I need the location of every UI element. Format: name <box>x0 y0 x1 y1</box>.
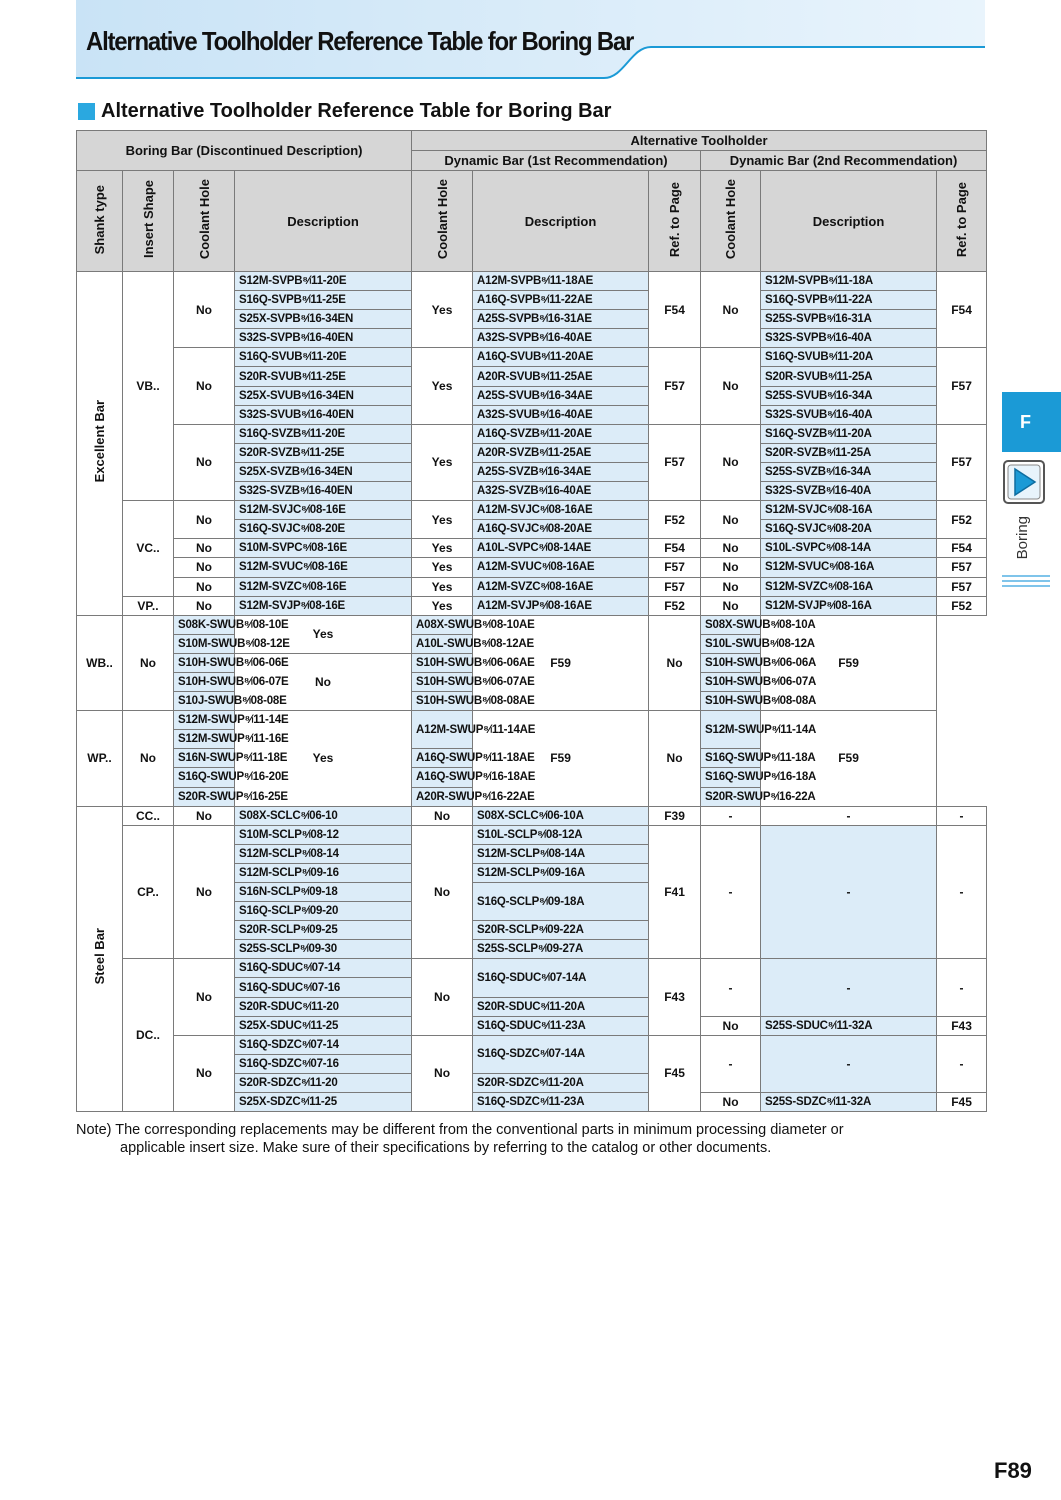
coolant-cell: No <box>701 424 761 500</box>
ref-page: F57 <box>937 424 987 500</box>
ref-page: F59 <box>761 711 937 806</box>
alt2-desc: S25S-SVZB⁸⁄ₗ16-34A <box>761 462 937 481</box>
coolant-cell: Yes <box>412 539 473 558</box>
coolant-cell: Yes <box>412 596 473 615</box>
alt1-desc: S10H-SWUB⁸⁄ₗ06-06AE <box>412 653 473 672</box>
coolant-cell: No <box>412 1035 473 1111</box>
coolant-cell: No <box>701 539 761 558</box>
old-desc: S16Q-SVJC⁸⁄ₗ08-20E <box>235 520 412 539</box>
table-row <box>77 424 987 443</box>
alt1-desc: A25S-SVZB⁸⁄ₗ16-34AE <box>473 462 649 481</box>
shape-dc: DC.. <box>123 959 174 1112</box>
alt1-desc: A12M-SVJP⁸⁄ₗ08-16AE <box>473 596 649 615</box>
alt1-desc: A12M-SVUC⁸⁄ₗ08-16AE <box>473 558 649 577</box>
alt1-desc: S20R-SDZC⁸⁄ₗ11-20A <box>473 1073 649 1092</box>
old-desc: S10J-SWUB⁸⁄ₗ08-08E <box>174 692 235 711</box>
coolant-cell: No <box>174 272 235 348</box>
alt1-desc: S10H-SWUB⁸⁄ₗ08-08AE <box>412 692 473 711</box>
old-desc: S16Q-SDUC⁸⁄ₗ07-16 <box>235 978 412 997</box>
alt1-desc: A10L-SWUB⁸⁄ₗ08-12AE <box>412 634 473 653</box>
ref-page: F43 <box>649 959 701 1035</box>
shank-excellent: Excellent Bar <box>77 272 123 616</box>
alt1-desc: S08X-SCLC⁸⁄ₗ06-10A <box>473 806 649 825</box>
ref-page: F57 <box>649 558 701 577</box>
old-desc: S16Q-SDZC⁸⁄ₗ07-14 <box>235 1035 412 1054</box>
alt2-desc: S20R-SVZB⁸⁄ₗ11-25A <box>761 443 937 462</box>
alt2-desc: S32S-SVZB⁸⁄ₗ16-40A <box>761 482 937 501</box>
ref-page: F59 <box>473 615 649 710</box>
ref-page: F57 <box>937 558 987 577</box>
coolant-cell: No <box>412 806 473 825</box>
table-row <box>77 501 987 520</box>
ref-page: F59 <box>761 615 937 710</box>
alt1-desc: A16Q-SVZB⁸⁄ₗ11-20AE <box>473 424 649 443</box>
ref-page: F57 <box>937 577 987 596</box>
table-row <box>77 1035 987 1054</box>
header-boring-bar: Boring Bar (Discontinued Description) <box>77 131 412 171</box>
coolant-cell: No <box>123 615 174 710</box>
alt1-desc: A12M-SVJC⁸⁄ₗ08-16AE <box>473 501 649 520</box>
old-desc: S20R-SWUP⁸⁄ₗ16-25E <box>174 787 235 806</box>
ref-page: F45 <box>937 1093 987 1112</box>
section-heading <box>78 100 611 123</box>
table-row <box>77 577 987 596</box>
old-desc: S32S-SVPB⁸⁄ₗ16-40EN <box>235 329 412 348</box>
alt1-desc: S20R-SCLP⁸⁄ₗ09-22A <box>473 921 649 940</box>
old-desc: S25X-SVPB⁸⁄ₗ16-34EN <box>235 310 412 329</box>
table-row <box>77 348 987 367</box>
coolant-cell: Yes <box>412 348 473 424</box>
ref-page: F41 <box>649 825 701 959</box>
dash-cell: - <box>701 959 761 1016</box>
table-row <box>77 615 987 634</box>
old-desc: S12M-SVUC⁸⁄ₗ08-16E <box>235 558 412 577</box>
alt1-desc: A20R-SWUP⁸⁄ₗ16-22AE <box>412 787 473 806</box>
table-row <box>77 806 987 825</box>
header-coolant-hole-1: Coolant Hole <box>412 171 473 272</box>
alt2-desc: S16Q-SWUP⁸⁄ₗ16-18A <box>701 768 761 787</box>
old-desc: S12M-SVZC⁸⁄ₗ08-16E <box>235 577 412 596</box>
alt1-desc: S12M-SCLP⁸⁄ₗ09-16A <box>473 863 649 882</box>
coolant-cell: No <box>123 711 174 806</box>
alt1-desc: A10L-SVPC⁸⁄ₗ08-14AE <box>473 539 649 558</box>
alt1-desc: A12M-SVZC⁸⁄ₗ08-16AE <box>473 577 649 596</box>
alt1-desc: A20R-SVUB⁸⁄ₗ11-25AE <box>473 367 649 386</box>
alt1-desc: A25S-SVUB⁸⁄ₗ16-34AE <box>473 386 649 405</box>
section-heading-text: Alternative Toolholder Reference Table for Boring Bar <box>101 100 612 122</box>
coolant-cell: Yes <box>235 615 412 653</box>
alt1-desc: S16Q-SCLP⁸⁄ₗ09-18A <box>473 883 649 921</box>
old-desc: S16Q-SVZB⁸⁄ₗ11-20E <box>235 424 412 443</box>
alt2-desc: S12M-SVPB⁸⁄ₗ11-18A <box>761 272 937 291</box>
alt1-desc: A12M-SVPB⁸⁄ₗ11-18AE <box>473 272 649 291</box>
old-desc: S10H-SWUB⁸⁄ₗ06-06E <box>174 653 235 672</box>
old-desc: S08X-SCLC⁸⁄ₗ06-10 <box>235 806 412 825</box>
chapter-tab[interactable]: F <box>1002 392 1061 452</box>
alt2-desc: S12M-SVJP⁸⁄ₗ08-16A <box>761 596 937 615</box>
header-ref-page-1: Ref. to Page <box>649 171 701 272</box>
shape-vp: VP.. <box>123 596 174 615</box>
alt2-desc: S12M-SVUC⁸⁄ₗ08-16A <box>761 558 937 577</box>
table-row <box>77 711 987 730</box>
old-desc: S12M-SVPB⁸⁄ₗ11-20E <box>235 272 412 291</box>
shape-wb: WB.. <box>77 615 123 710</box>
coolant-cell: No <box>174 806 235 825</box>
coolant-cell: No <box>174 348 235 424</box>
coolant-cell: Yes <box>412 424 473 500</box>
alt1-desc: A25S-SVPB⁸⁄ₗ16-31AE <box>473 310 649 329</box>
alt2-desc: S10H-SWUB⁸⁄ₗ08-08A <box>701 692 761 711</box>
coolant-cell: No <box>174 825 235 959</box>
dash-cell: - <box>761 959 937 1016</box>
dash-cell: - <box>937 806 987 825</box>
ref-page: F57 <box>649 424 701 500</box>
coolant-cell: Yes <box>412 558 473 577</box>
coolant-cell: No <box>412 959 473 1035</box>
old-desc: S12M-SCLP⁸⁄ₗ09-16 <box>235 863 412 882</box>
footnote <box>76 1121 976 1157</box>
coolant-cell: No <box>235 653 412 710</box>
footnote-line-2: applicable insert size. Make sure of their specifications by referring to the catalog or other documents. <box>120 1140 772 1156</box>
alt2-desc: S12M-SVZC⁸⁄ₗ08-16A <box>761 577 937 596</box>
old-desc: S16Q-SVUB⁸⁄ₗ11-20E <box>235 348 412 367</box>
alt2-desc: S25S-SDZC⁸⁄ₗ11-32A <box>761 1093 937 1112</box>
dash-cell: - <box>701 806 761 825</box>
heading-square-icon <box>78 103 95 120</box>
alt1-desc: A20R-SVZB⁸⁄ₗ11-25AE <box>473 443 649 462</box>
ref-page: F52 <box>937 596 987 615</box>
coolant-cell: No <box>649 711 701 806</box>
coolant-cell: Yes <box>412 272 473 348</box>
ref-page: F54 <box>937 539 987 558</box>
header-alternative: Alternative Toolholder <box>412 131 987 151</box>
alt2-desc: S10H-SWUB⁸⁄ₗ06-06A <box>701 653 761 672</box>
coolant-cell: No <box>174 424 235 500</box>
ref-page: F59 <box>473 711 649 806</box>
shank-steel: Steel Bar <box>77 806 123 1112</box>
header-shank-type: Shank type <box>77 171 123 272</box>
shape-cp: CP.. <box>123 825 174 959</box>
ref-page: F54 <box>649 539 701 558</box>
alt1-desc: S16Q-SDZC⁸⁄ₗ11-23A <box>473 1093 649 1112</box>
ref-page: F57 <box>649 577 701 596</box>
alt1-desc: S10L-SCLP⁸⁄ₗ08-12A <box>473 825 649 844</box>
header-ref-page-2: Ref. to Page <box>937 171 987 272</box>
old-desc: S08K-SWUB⁸⁄ₗ08-10E <box>174 615 235 634</box>
dash-cell: - <box>701 825 761 959</box>
old-desc: S20R-SVUB⁸⁄ₗ11-25E <box>235 367 412 386</box>
ref-page: F57 <box>649 348 701 424</box>
table-row <box>77 596 987 615</box>
coolant-cell: No <box>174 596 235 615</box>
coolant-cell: No <box>174 959 235 1035</box>
coolant-cell: No <box>701 272 761 348</box>
old-desc: S16Q-SDZC⁸⁄ₗ07-16 <box>235 1054 412 1073</box>
alt1-desc: A32S-SVZB⁸⁄ₗ16-40AE <box>473 482 649 501</box>
old-desc: S16Q-SVPB⁸⁄ₗ11-25E <box>235 291 412 310</box>
old-desc: S32S-SVUB⁸⁄ₗ16-40EN <box>235 405 412 424</box>
coolant-cell: No <box>701 596 761 615</box>
coolant-cell: Yes <box>412 577 473 596</box>
header-description: Description <box>235 171 412 272</box>
coolant-cell: Yes <box>412 501 473 539</box>
coolant-cell: No <box>701 1016 761 1035</box>
coolant-cell: No <box>701 348 761 424</box>
alt2-desc: S16Q-SVJC⁸⁄ₗ08-20A <box>761 520 937 539</box>
old-desc: S12M-SCLP⁸⁄ₗ08-14 <box>235 844 412 863</box>
alt2-desc: S08X-SWUB⁸⁄ₗ08-10A <box>701 615 761 634</box>
side-divider <box>1002 575 1050 590</box>
alt2-desc: S16Q-SVUB⁸⁄ₗ11-20A <box>761 348 937 367</box>
alt1-desc: A16Q-SVPB⁸⁄ₗ11-22AE <box>473 291 649 310</box>
header-dyn2: Dynamic Bar (2nd Recommendation) <box>701 151 987 171</box>
alt1-desc: A08X-SWUB⁸⁄ₗ08-10AE <box>412 615 473 634</box>
old-desc: S12M-SVJP⁸⁄ₗ08-16E <box>235 596 412 615</box>
header-coolant-hole: Coolant Hole <box>174 171 235 272</box>
alt1-desc: S20R-SDUC⁸⁄ₗ11-20A <box>473 997 649 1016</box>
old-desc: S10H-SWUB⁸⁄ₗ06-07E <box>174 672 235 691</box>
dash-cell: - <box>761 825 937 959</box>
alt2-desc: S10L-SWUB⁸⁄ₗ08-12A <box>701 634 761 653</box>
ref-page: F52 <box>937 501 987 539</box>
shape-wp: WP.. <box>77 711 123 806</box>
alt2-desc: S25S-SVPB⁸⁄ₗ16-31A <box>761 310 937 329</box>
old-desc: S10M-SVPC⁸⁄ₗ08-16E <box>235 539 412 558</box>
alt1-desc: A16Q-SWUP⁸⁄ₗ16-18AE <box>412 768 473 787</box>
ref-page: F39 <box>649 806 701 825</box>
coolant-cell: No <box>701 577 761 596</box>
alt2-desc: S10H-SWUB⁸⁄ₗ06-07A <box>701 672 761 691</box>
page-number: F89 <box>994 1458 1032 1483</box>
alt2-desc: S32S-SVUB⁸⁄ₗ16-40A <box>761 405 937 424</box>
coolant-cell: No <box>174 558 235 577</box>
coolant-cell: Yes <box>235 711 412 806</box>
ref-page: F52 <box>649 501 701 539</box>
old-desc: S25X-SVZB⁸⁄ₗ16-34EN <box>235 462 412 481</box>
old-desc: S20R-SDUC⁸⁄ₗ11-20 <box>235 997 412 1016</box>
old-desc: S25X-SDUC⁸⁄ₗ11-25 <box>235 1016 412 1035</box>
old-desc: S25X-SDZC⁸⁄ₗ11-25 <box>235 1093 412 1112</box>
shape-vb: VB.. <box>123 272 174 501</box>
footnote-line-1: Note) The corresponding replacements may be different from the conventional parts in minimum processing diameter or <box>76 1122 844 1138</box>
old-desc: S12M-SVJC⁸⁄ₗ08-16E <box>235 501 412 520</box>
coolant-cell: No <box>412 825 473 959</box>
coolant-cell: No <box>174 501 235 539</box>
header-description-2: Description <box>761 171 937 272</box>
alt1-desc: S12M-SCLP⁸⁄ₗ08-14A <box>473 844 649 863</box>
old-desc: S20R-SDZC⁸⁄ₗ11-20 <box>235 1073 412 1092</box>
page-title: Alternative Toolholder Reference Table for Boring Bar <box>86 26 634 56</box>
boring-tool-icon <box>1003 460 1045 504</box>
alt1-desc: A32S-SVUB⁸⁄ₗ16-40AE <box>473 405 649 424</box>
dash-cell: - <box>937 959 987 1016</box>
dash-cell: - <box>701 1035 761 1092</box>
dash-cell: - <box>761 806 937 825</box>
old-desc: S12M-SWUP⁸⁄ₗ11-14E <box>174 711 235 730</box>
old-desc: S25X-SVUB⁸⁄ₗ16-34EN <box>235 386 412 405</box>
alt1-desc: S25S-SCLP⁸⁄ₗ09-27A <box>473 940 649 959</box>
alt2-desc: S12M-SVJC⁸⁄ₗ08-16A <box>761 501 937 520</box>
reference-table <box>76 130 987 1112</box>
coolant-cell: No <box>701 501 761 539</box>
shape-cc: CC.. <box>123 806 174 825</box>
alt2-desc: S20R-SVUB⁸⁄ₗ11-25A <box>761 367 937 386</box>
coolant-cell: No <box>701 1093 761 1112</box>
dash-cell: - <box>937 825 987 959</box>
ref-page: F43 <box>937 1016 987 1035</box>
header-coolant-hole-2: Coolant Hole <box>701 171 761 272</box>
old-desc: S20R-SCLP⁸⁄ₗ09-25 <box>235 921 412 940</box>
old-desc: S16Q-SCLP⁸⁄ₗ09-20 <box>235 902 412 921</box>
coolant-cell: No <box>649 615 701 710</box>
alt1-desc: S10H-SWUB⁸⁄ₗ06-07AE <box>412 672 473 691</box>
alt1-desc: S16Q-SDUC⁸⁄ₗ11-23A <box>473 1016 649 1035</box>
alt1-desc: S16Q-SDZC⁸⁄ₗ07-14A <box>473 1035 649 1073</box>
ref-page: F52 <box>649 596 701 615</box>
table-row <box>77 825 987 844</box>
old-desc: S25S-SCLP⁸⁄ₗ09-30 <box>235 940 412 959</box>
table-row <box>77 959 987 978</box>
shape-vc: VC.. <box>123 501 174 596</box>
old-desc: S16Q-SDUC⁸⁄ₗ07-14 <box>235 959 412 978</box>
table-row <box>77 272 987 291</box>
alt2-desc: S20R-SWUP⁸⁄ₗ16-22A <box>701 787 761 806</box>
table-row <box>77 539 987 558</box>
coolant-cell: No <box>174 577 235 596</box>
alt2-desc: S10L-SVPC⁸⁄ₗ08-14A <box>761 539 937 558</box>
ref-page: F57 <box>937 348 987 424</box>
alt2-desc: S25S-SDUC⁸⁄ₗ11-32A <box>761 1016 937 1035</box>
old-desc: S16N-SWUP⁸⁄ₗ11-18E <box>174 749 235 768</box>
header-insert-shape: Insert Shape <box>123 171 174 272</box>
chapter-label: Boring <box>1014 516 1031 560</box>
alt2-desc: S16Q-SVPB⁸⁄ₗ11-22A <box>761 291 937 310</box>
coolant-cell: No <box>174 1035 235 1111</box>
alt1-desc: A12M-SWUP⁸⁄ₗ11-14AE <box>412 711 473 749</box>
ref-page: F54 <box>649 272 701 348</box>
coolant-cell: No <box>174 539 235 558</box>
alt2-desc: S32S-SVPB⁸⁄ₗ16-40A <box>761 329 937 348</box>
header-description-1: Description <box>473 171 649 272</box>
title-band <box>76 0 985 80</box>
table-row <box>77 558 987 577</box>
old-desc: S16Q-SWUP⁸⁄ₗ16-20E <box>174 768 235 787</box>
alt1-desc: A16Q-SVUB⁸⁄ₗ11-20AE <box>473 348 649 367</box>
alt1-desc: S16Q-SDUC⁸⁄ₗ07-14A <box>473 959 649 997</box>
header-dyn1: Dynamic Bar (1st Recommendation) <box>412 151 701 171</box>
old-desc: S10M-SCLP⁸⁄ₗ08-12 <box>235 825 412 844</box>
old-desc: S32S-SVZB⁸⁄ₗ16-40EN <box>235 482 412 501</box>
dash-cell: - <box>937 1035 987 1092</box>
alt1-desc: A16Q-SWUP⁸⁄ₗ11-18AE <box>412 749 473 768</box>
old-desc: S12M-SWUP⁸⁄ₗ11-16E <box>174 730 235 749</box>
coolant-cell: No <box>701 558 761 577</box>
ref-page: F54 <box>937 272 987 348</box>
dash-cell: - <box>761 1035 937 1092</box>
old-desc: S20R-SVZB⁸⁄ₗ11-25E <box>235 443 412 462</box>
alt1-desc: A16Q-SVJC⁸⁄ₗ08-20AE <box>473 520 649 539</box>
alt1-desc: A32S-SVPB⁸⁄ₗ16-40AE <box>473 329 649 348</box>
alt2-desc: S25S-SVUB⁸⁄ₗ16-34A <box>761 386 937 405</box>
old-desc: S16N-SCLP⁸⁄ₗ09-18 <box>235 883 412 902</box>
old-desc: S10M-SWUB⁸⁄ₗ08-12E <box>174 634 235 653</box>
ref-page: F45 <box>649 1035 701 1111</box>
alt2-desc: S16Q-SWUP⁸⁄ₗ11-18A <box>701 749 761 768</box>
alt2-desc: S16Q-SVZB⁸⁄ₗ11-20A <box>761 424 937 443</box>
alt2-desc: S12M-SWUP⁸⁄ₗ11-14A <box>701 711 761 749</box>
